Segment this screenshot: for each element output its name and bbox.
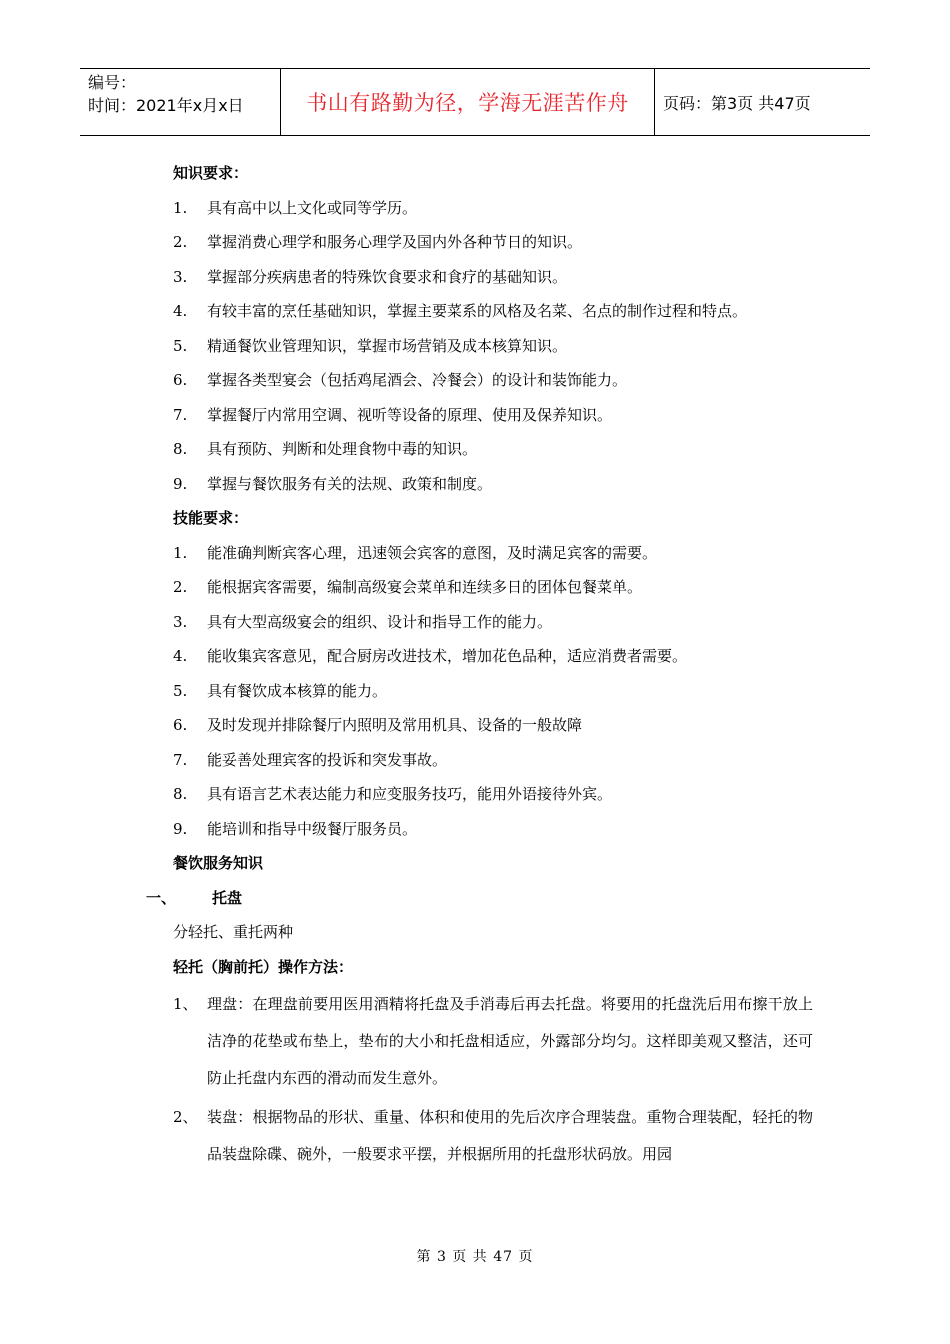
item-text: 能根据宾客需要，编制高级宴会菜单和连续多日的团体包餐菜单。 [207,578,643,596]
list-item [173,812,813,847]
item-number: 9. [173,819,188,838]
item-text: 能培训和指导中级餐厅服务员。 [207,819,418,838]
list-item [173,467,813,502]
step-item [173,986,813,1097]
item-text: 能准确判断宾客心理，迅速领会宾客的意图，及时满足宾客的需要。 [207,543,658,562]
section-heading [146,881,786,916]
item-text: 具有餐饮成本核算的能力。 [207,681,388,700]
step-number: 1、 [173,995,198,1013]
item-number: 5. [173,681,188,700]
skills-heading: 技能要求： [173,509,249,527]
page-header [80,68,870,136]
item-number: 8. [173,440,188,458]
list-item [173,432,813,467]
step-text: 理盘：在理盘前要用医用酒精将托盘及手消毒后再去托盘。将要用的托盘洗后用布擦干放上洁净的花垫或布垫上，垫布的大小和托盘相适应，外露部分均匀。这样即美观又整洁，还可防止托盘内东西的滑动而发生意外。 [207,995,813,1087]
item-text: 具有预防、判断和处理食物中毒的知识。 [207,440,478,458]
item-text: 具有语言艺术表达能力和应变服务技巧，能用外语接待外宾。 [207,785,613,803]
item-number: 6. [173,371,188,389]
list-item [173,570,813,605]
list-item [173,674,813,709]
item-text: 能收集宾客意见，配合厨房改进技术，增加花色品种，适应消费者需要。 [207,647,688,665]
item-number: 9. [173,474,188,493]
section-title: 托盘 [212,888,243,907]
item-number: 3. [173,612,188,631]
code-label: 编号： [88,73,137,92]
list-item [173,605,813,640]
item-text: 能妥善处理宾客的投诉和突发事故。 [207,750,448,769]
list-item [173,329,813,364]
item-number: 7. [173,750,188,769]
item-text: 有较丰富的烹任基础知识，掌握主要菜系的风格及名菜、名点的制作过程和特点。 [207,302,748,320]
item-number: 3. [173,267,188,286]
item-number: 8. [173,785,188,803]
skills-list [173,536,813,847]
item-number: 6. [173,716,188,734]
item-text: 掌握与餐饮服务有关的法规、政策和制度。 [207,474,493,493]
step-item [173,1099,813,1173]
service-heading: 餐饮服务知识 [173,854,264,872]
item-text: 具有高中以上文化或同等学历。 [207,198,418,217]
header-page-info: 页码：第3页 共47页 [663,93,811,113]
tray-intro: 分轻托、重托两种 [173,923,294,941]
item-text: 掌握各类型宴会（包括鸡尾酒会、冷餐会）的设计和装饰能力。 [207,371,628,389]
list-item [173,536,813,571]
item-number: 5. [173,336,188,355]
header-motto: 书山有路勤为径，学海无涯苦作舟 [281,69,655,135]
item-number: 2. [173,578,188,596]
method-heading: 轻托（胸前托）操作方法： [173,957,354,976]
page-footer: 第 3 页 共 47 页 [416,1249,534,1265]
section-number: 一、 [146,888,177,907]
step-text: 装盘：根据物品的形状、重量、体积和使用的先后次序合理装盘。重物合理装配，轻托的物品装盘除碟、碗外，一般要求平摆，并根据所用的托盘形状码放。用园 [207,1108,813,1163]
item-text: 及时发现并排除餐厅内照明及常用机具、设备的一般故障 [207,716,583,734]
list-item [173,398,813,433]
document-body [146,156,813,1173]
item-number: 4. [173,647,188,665]
list-item [173,777,813,812]
list-item [173,294,813,329]
step-number: 2、 [173,1108,198,1126]
list-item [173,363,813,398]
item-number: 7. [173,405,188,424]
item-text: 具有大型高级宴会的组织、设计和指导工作的能力。 [207,612,553,631]
item-number: 1. [173,543,188,562]
list-item [173,743,813,778]
item-number: 1. [173,198,188,217]
list-item [173,225,813,260]
item-text: 掌握部分疾病患者的特殊饮食要求和食疗的基础知识。 [207,267,568,286]
list-item [173,191,813,226]
header-info-cell [80,69,281,135]
knowledge-heading: 知识要求： [173,164,249,182]
list-item [173,708,813,743]
date-label: 时间：2021年x月x日 [88,96,244,115]
item-text: 掌握消费心理学和服务心理学及国内外各种节日的知识。 [207,233,583,251]
list-item [173,260,813,295]
item-number: 2. [173,233,188,251]
item-number: 4. [173,302,188,320]
knowledge-list [173,191,813,502]
item-text: 精通餐饮业管理知识，掌握市场营销及成本核算知识。 [207,336,568,355]
item-text: 掌握餐厅内常用空调、视听等设备的原理、使用及保养知识。 [207,405,613,424]
list-item [173,639,813,674]
